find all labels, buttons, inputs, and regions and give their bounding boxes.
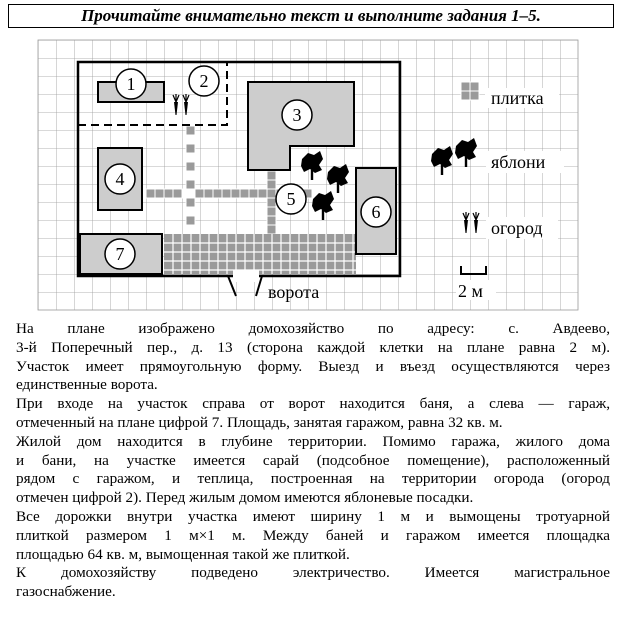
label-2: 2 [199,71,209,91]
legend-garden-label: огород [491,218,543,238]
text-line: Все дорожки внутри участка имеют ширину 1 м и вымощены тротуарной [16,507,610,525]
label-3: 3 [292,105,302,125]
task-title: Прочитайте внимательно текст и выполните задания 1–5. [81,6,541,25]
task-text [16,320,610,602]
tile-legend-icon [461,82,479,100]
scale-label: 2 м [458,281,483,301]
text-line: На плане изображено домохозяйство по адресу: с. Авдеево, [16,320,610,337]
label-7: 7 [115,244,125,264]
text-line: При входе на участок справа от ворот находится баня, а слева — гараж, [16,395,610,413]
legend-apple-label: яблони [491,152,546,172]
text-line: Участок имеет прямоугольную форму. Выезд и въезд осуществляются через [16,357,610,375]
text-line: отмеченный на плане цифрой 7. Площадь, занятая гаражом, равна 32 кв. м. [16,413,503,431]
text-line: рядом с гаражом, и теплица, построенная на территории огорода (огород [16,470,610,488]
text-line: К домохозяйству подведено электричество. Имеется магистральное [16,564,610,582]
text-line: 3-й Поперечный пер., д. 13 (сторона каждой клетки на плане равна 2 м). [16,338,610,356]
text-line: площадью 64 кв. м, вымощенная такой же плиткой. [16,545,350,563]
label-5: 5 [286,189,296,209]
label-1: 1 [126,74,136,94]
legend-tile-label: плитка [491,88,544,108]
text-line: газоснабжение. [16,583,116,601]
plot-plan [0,0,624,320]
tiled-area [164,234,356,274]
text-line: плиткой размером 1 м×1 м. Между баней и гаражом имеется площадка [16,526,610,544]
text-line: и бани, на участке имеется сарай (подсобное помещение), расположенный [16,451,610,469]
text-line: отмечен цифрой 2). Перед жилым домом имеются яблоневые посадки. [16,489,474,507]
label-6: 6 [371,202,381,222]
label-4: 4 [115,169,125,189]
text-line: единственные ворота. [16,376,158,394]
text-line: Жилой дом находится в глубине территории. Помимо гаража, жилого дома [16,432,610,450]
gate-label: ворота [268,282,320,302]
